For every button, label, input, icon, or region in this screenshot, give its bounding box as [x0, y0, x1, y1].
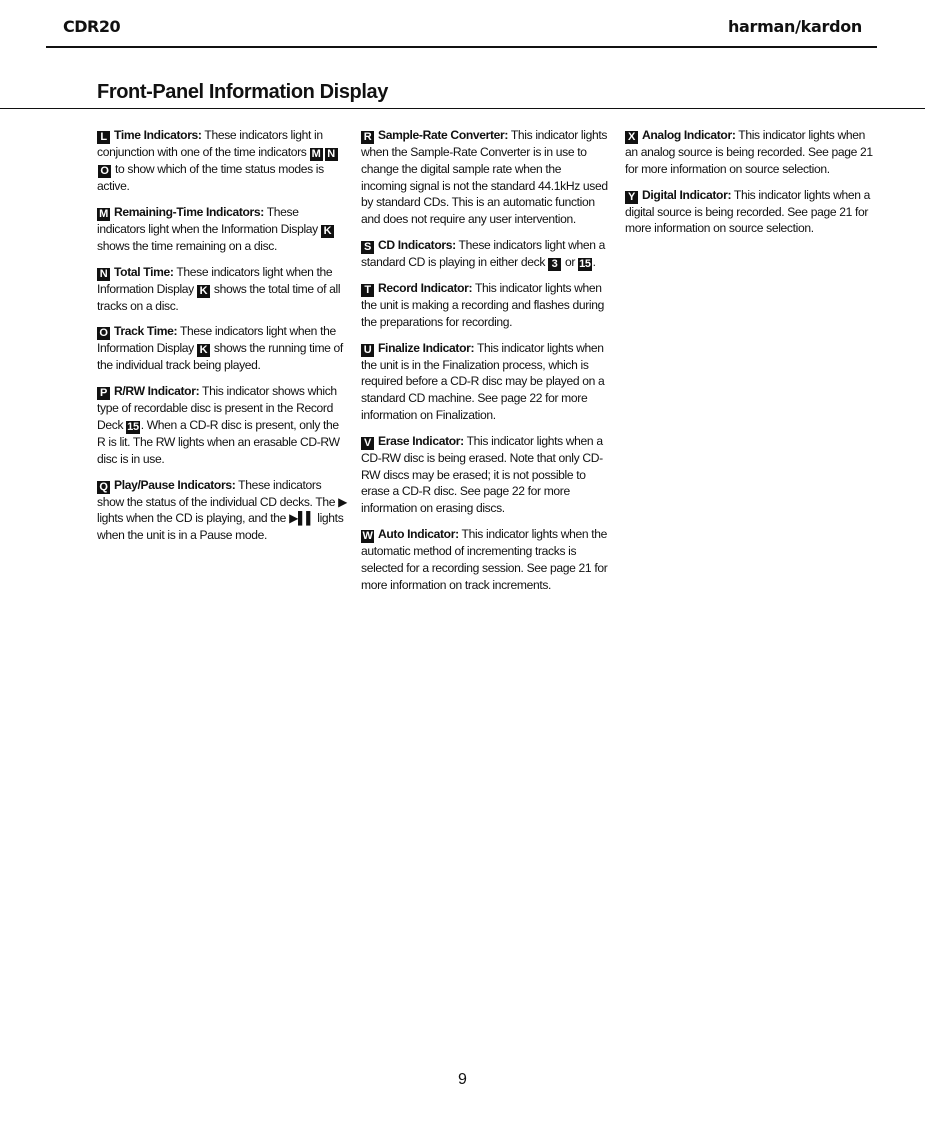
paragraph-text: These indicators light when the Information Display [97, 324, 336, 356]
model-name: CDR20 [63, 17, 121, 36]
paragraph-heading: Auto Indicator: [378, 526, 459, 541]
paragraph-heading: Finalize Indicator: [378, 340, 475, 355]
callout-key: W [362, 529, 373, 542]
paragraph-text: This indicator lights when the unit is making a recording and flashes during the preparations for recording. [361, 280, 605, 329]
paragraph-text: These indicators show the status of the individual CD decks. The [97, 477, 339, 509]
play-icon: ▶ [338, 494, 348, 509]
paragraph-text: shows the total time of all tracks on a disc. [97, 281, 341, 313]
title-rule [0, 108, 925, 109]
page-number: 9 [458, 1071, 467, 1088]
callout-key: X [625, 131, 638, 144]
callout-key: L [97, 131, 110, 144]
play-pause-paragraph [97, 477, 347, 544]
paragraph-text: . When a CD-R disc is present, only the R is lit. The RW lights when an erasable CD-RW disc is in use. [97, 417, 340, 466]
finalize-indicator-paragraph [361, 340, 609, 424]
paragraph-text: or [562, 254, 579, 269]
paragraph-text: These indicators light in conjunction with one of the time indicators [97, 128, 323, 159]
callout-key: K [197, 344, 210, 357]
column-3 [625, 127, 880, 246]
sample-rate-paragraph [361, 127, 609, 228]
paragraph-heading: Track Time: [114, 324, 178, 339]
callout-key: N [97, 268, 110, 281]
paragraph-heading: R/RW Indicator: [114, 384, 200, 399]
paragraph-text: This indicator lights when an analog source is being recorded. See page 21 for more information on source selection. [625, 128, 873, 176]
callout-key: 15 [127, 420, 139, 433]
paragraph-text: This indicator lights when the unit is in the Finalization process, which is required before a CD-R disc may be played on a standard CD machine. See page 22 for more information on Finalization. [361, 340, 605, 422]
callout-key: S [361, 241, 374, 254]
total-time-paragraph [97, 264, 347, 315]
paragraph-text: These indicators light when the Information Display [97, 264, 333, 296]
callout-key: V [361, 437, 374, 450]
paragraph-text: lights when the unit is in a Pause mode. [97, 511, 344, 543]
paragraph-text: This indicator lights when the automatic method of incrementing tracks is selected for a recording session. See page 21 for more information on track increments. [361, 526, 608, 592]
callout-key: T [361, 284, 374, 297]
paragraph-heading: Remaining-Time Indicators: [114, 204, 264, 219]
paragraph-text: These indicators light when the Information Display [97, 204, 321, 236]
paragraph-text: to show which of the time status modes is active. [97, 162, 324, 193]
callout-key: K [321, 225, 334, 238]
paragraph-heading: Erase Indicator: [378, 433, 464, 448]
paragraph-heading: Digital Indicator: [642, 187, 732, 202]
column-1 [97, 127, 347, 553]
callout-key: R [361, 131, 374, 144]
paragraph-heading: Play/Pause Indicators: [114, 477, 236, 492]
cd-indicators-paragraph [361, 237, 609, 271]
callout-key: 3 [548, 258, 561, 271]
page-title: Front-Panel Information Display [97, 81, 388, 103]
paragraph-text: shows the running time of the individual track being played. [97, 341, 343, 373]
callout-key: K [197, 285, 210, 298]
paragraph-text: This indicator lights when the Sample-Rate Converter is in use to change the digital sample rate when the incoming signal is not the standard 44.1kHz used by standard CDs. This is an automatic function and does not require any user intervention. [361, 128, 608, 227]
paragraph-heading: Time Indicators: [114, 128, 202, 142]
paragraph-text: This indicator lights when a CD-RW disc is being erased. Note that only CD-RW discs may be erased; it is not possible to erase a CD-R disc. See page 22 for more information on erasing discs. [361, 433, 603, 516]
callout-key: P [97, 387, 110, 400]
callout-key: 15 [579, 257, 591, 270]
paragraph-text: These indicators light when a standard CD is playing in either deck [361, 237, 606, 269]
callout-key: M [97, 208, 110, 221]
track-time-paragraph [97, 323, 347, 374]
callout-key: O [98, 165, 111, 178]
paragraph-heading: Total Time: [114, 264, 174, 279]
erase-indicator-paragraph [361, 433, 609, 517]
remaining-time-paragraph [97, 204, 347, 255]
digital-indicator-paragraph [625, 187, 880, 238]
record-indicator-paragraph [361, 280, 609, 331]
r-rw-indicator-paragraph [97, 383, 347, 467]
column-2 [361, 127, 609, 602]
paragraph-text: This indicator lights when a digital source is being recorded. See page 21 for more information on source selection. [625, 187, 871, 236]
time-indicators-paragraph [97, 127, 347, 195]
header-rule [46, 46, 877, 48]
callout-key: N [325, 148, 338, 161]
paragraph-heading: Sample-Rate Converter: [378, 128, 509, 142]
auto-indicator-paragraph [361, 526, 609, 593]
callout-key: M [310, 148, 323, 161]
callout-key: O [97, 327, 110, 340]
paragraph-text: lights when the CD is playing, and the [97, 511, 290, 526]
callout-key: Y [625, 191, 638, 204]
brand-logo-text: harman/kardon [727, 17, 862, 36]
paragraph-text: shows the time remaining on a disc. [97, 238, 277, 253]
analog-indicator-paragraph [625, 127, 880, 178]
callout-key: Q [97, 481, 110, 494]
play-pause-icon: ▶▌▌ [289, 511, 315, 526]
paragraph-heading: Analog Indicator: [642, 128, 736, 142]
paragraph-text: This indicator shows which type of recordable disc is present in the Record Deck [97, 384, 337, 432]
paragraph-text: . [592, 254, 596, 269]
callout-key: U [361, 344, 374, 357]
paragraph-heading: Record Indicator: [378, 280, 473, 295]
paragraph-heading: CD Indicators: [378, 237, 456, 252]
